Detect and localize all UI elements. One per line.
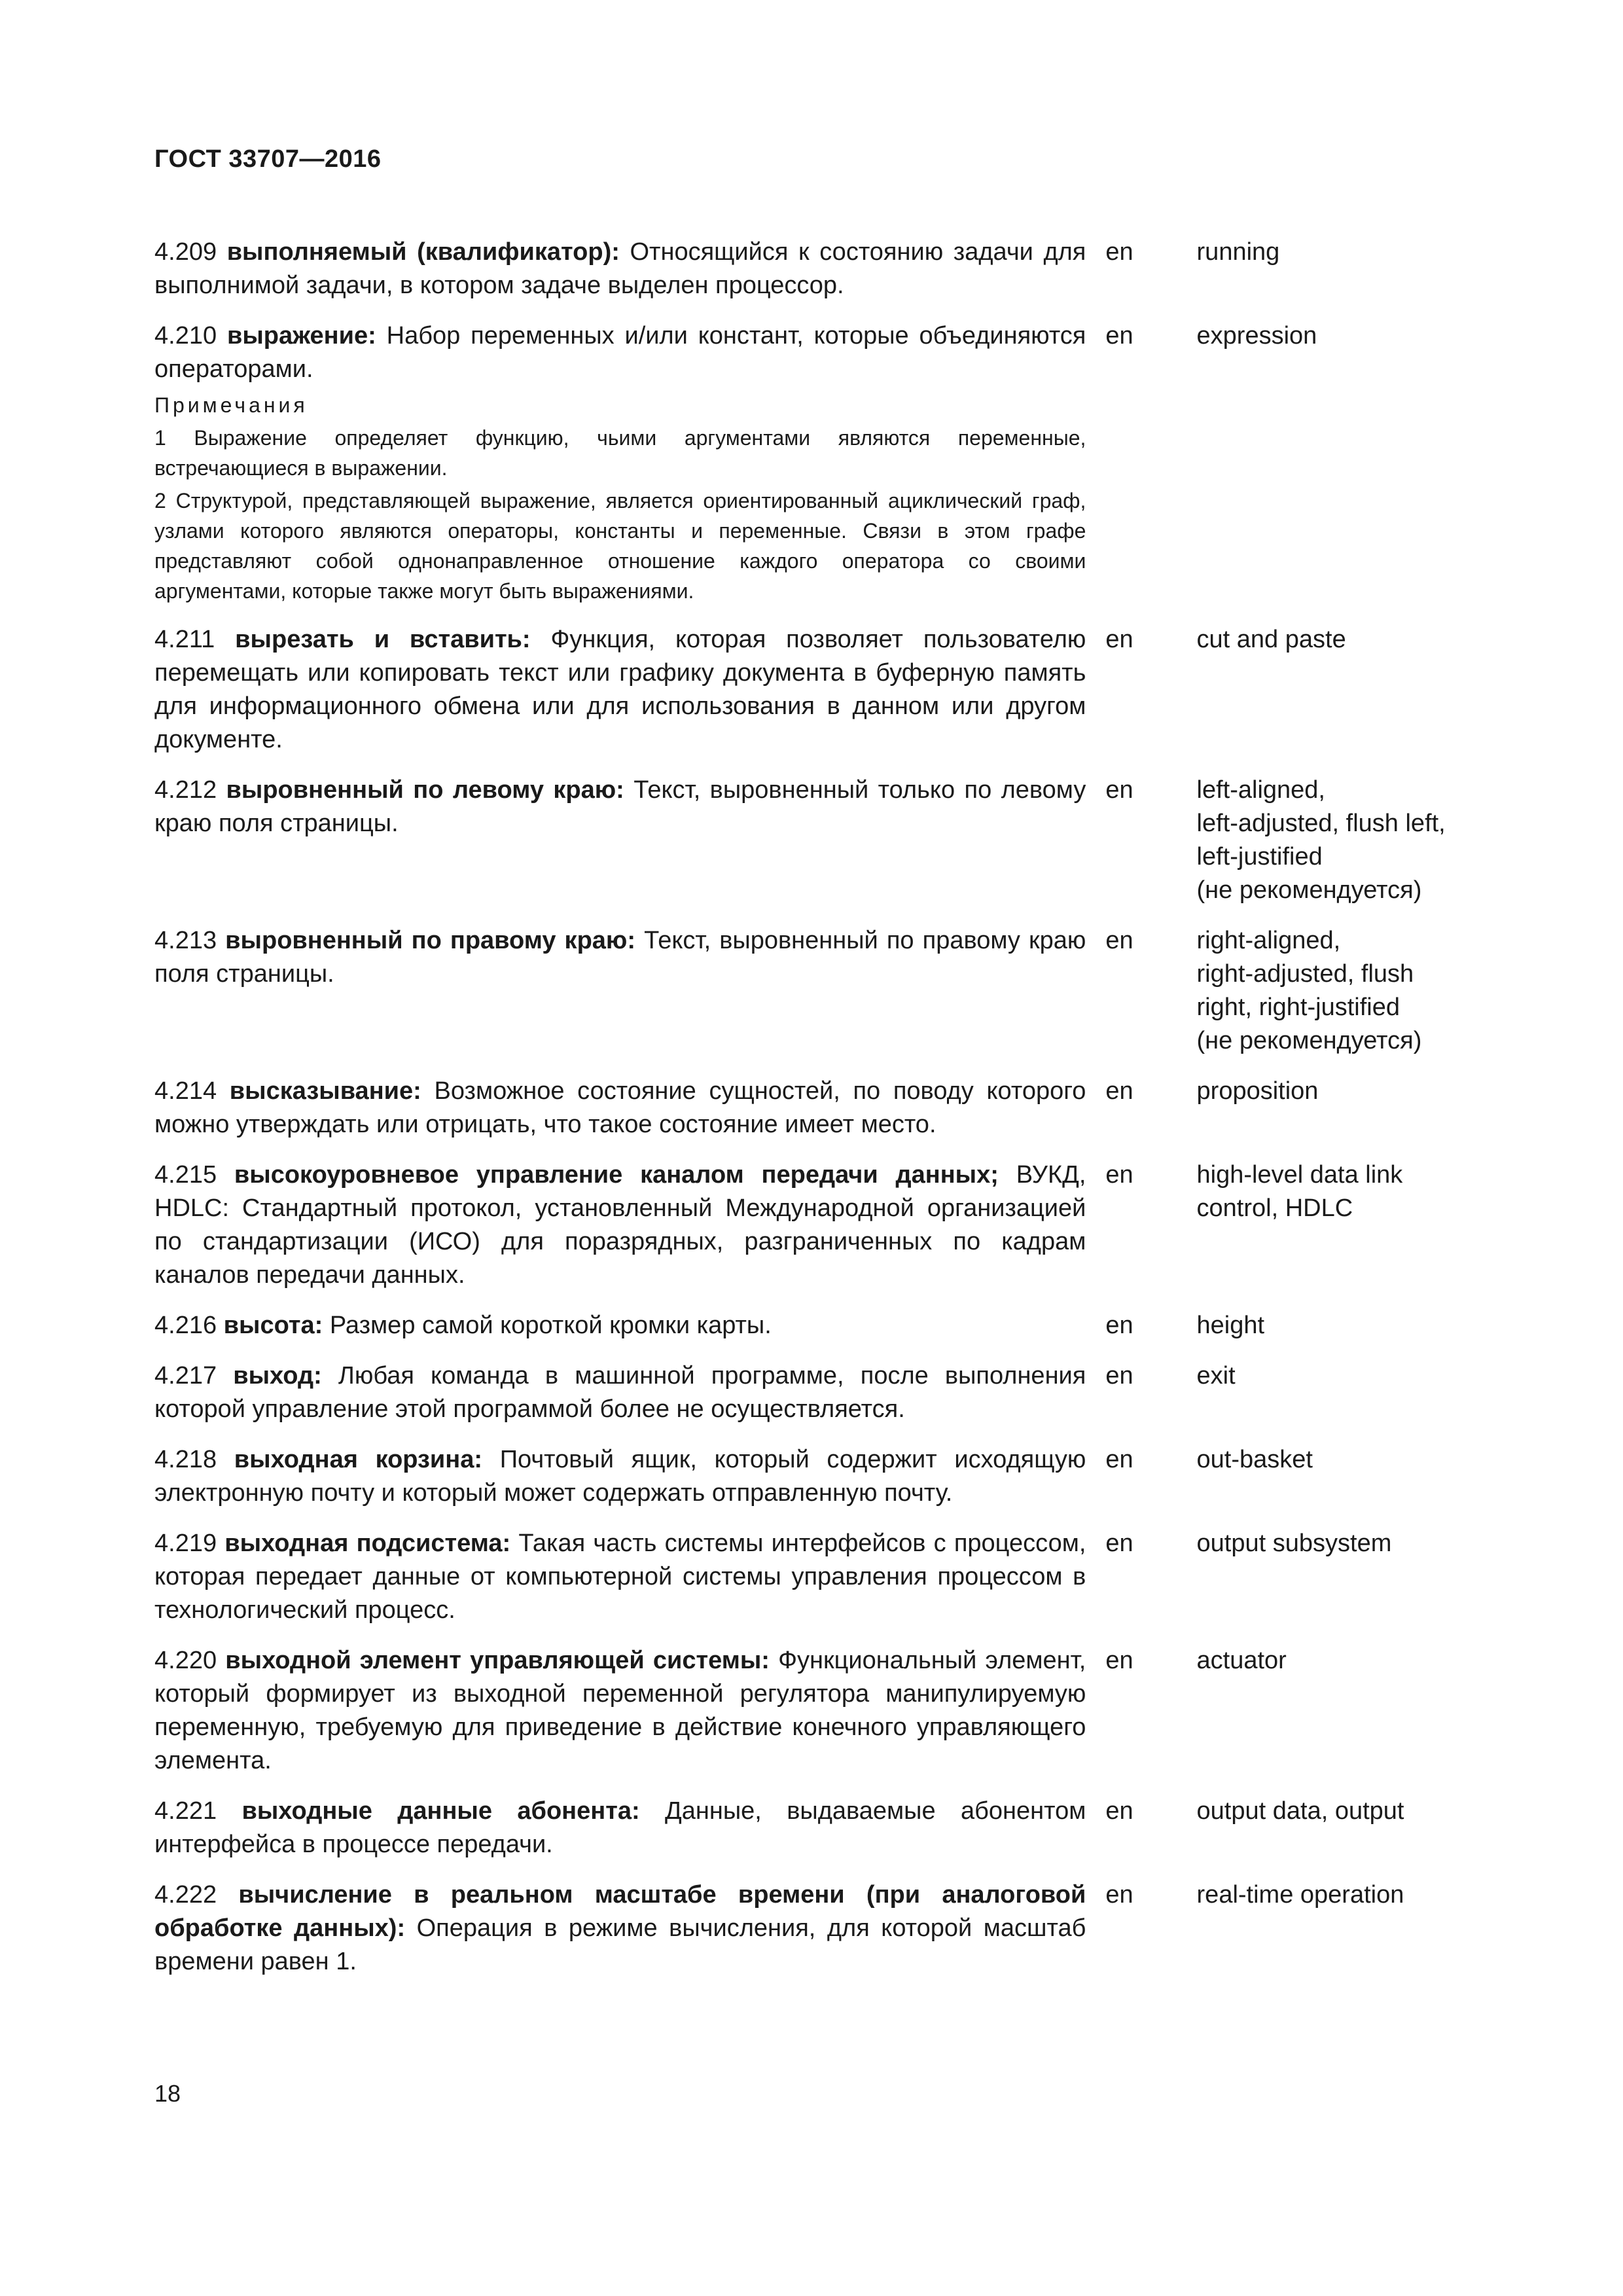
term-equivalent [1197, 1158, 1470, 1225]
equivalent-line: out-basket [1196, 1446, 1313, 1473]
term-definition: ВУКД, HDLC: Стандартный протокол, установленный Международной организацией по стандартизации (ИСО) для поразрядных, разграниченных по кадрам каналов передачи данных. [154, 1161, 1086, 1289]
term-paragraph [154, 319, 1086, 386]
term-name: выход: [233, 1362, 322, 1390]
term-definition-block [154, 236, 1086, 302]
term-definition: Почтовый ящик, который содержит исходящую электронную почту и который может содержать отправленную почту. [154, 1446, 1086, 1507]
term-number: 4.214 [154, 1077, 217, 1105]
equivalent-line: control, HDLC [1196, 1194, 1353, 1222]
term-equivalent [1197, 1878, 1470, 1912]
term-definition-block [154, 924, 1086, 991]
equivalent-line: left-aligned, [1196, 776, 1325, 804]
term-entry [154, 1795, 1470, 1861]
term-language: en [1105, 927, 1133, 954]
term-language: en [1105, 238, 1133, 266]
term-name: выровненный по правому краю: [225, 927, 636, 954]
equivalent-line: output data, output [1196, 1797, 1404, 1825]
term-definition-block [154, 1443, 1086, 1510]
term-entry [154, 623, 1470, 757]
term-paragraph [154, 1309, 1086, 1342]
term-number: 4.216 [154, 1312, 217, 1339]
term-number: 4.219 [154, 1530, 217, 1557]
term-definition-block [154, 1309, 1086, 1342]
term-definition: Такая часть системы интерфейсов с процессом, которая передает данные от компьютерной системы управления процессом в технологический процесс. [154, 1530, 1086, 1624]
term-equivalent [1197, 774, 1470, 907]
term-definition-block [154, 1878, 1086, 1979]
term-definition: Набор переменных и/или констант, которые объединяются операторами. [154, 322, 1086, 383]
term-definition: Функция, которая позволяет пользователю перемещать или копировать текст или графику документа в буферную память для информационного обмена или для использования в данном или другом документе. [154, 626, 1086, 753]
term-name: выходные данные абонента: [241, 1797, 640, 1825]
term-definition-block [154, 1795, 1086, 1861]
equivalent-line: right, right-justified [1196, 994, 1400, 1021]
term-equivalent [1197, 1309, 1470, 1342]
term-paragraph [154, 924, 1086, 991]
term-definition-block [154, 1527, 1086, 1627]
term-number: 4.209 [154, 238, 217, 266]
term-name: высота: [223, 1312, 323, 1339]
term-definition: Данные, выдаваемые абонентом интерфейса в процессе передачи. [154, 1797, 1086, 1858]
term-name: выровненный по левому краю: [226, 776, 624, 804]
equivalent-line: high-level data link [1196, 1161, 1403, 1189]
term-entry [154, 1527, 1470, 1627]
term-language: en [1105, 1312, 1133, 1339]
equivalent-line: left-justified [1196, 843, 1323, 870]
term-definition-block [154, 1075, 1086, 1141]
term-equivalent [1197, 1359, 1470, 1393]
equivalent-line: proposition [1196, 1077, 1319, 1105]
term-language: en [1105, 1647, 1133, 1674]
term-definition: Текст, выровненный по правому краю поля страницы. [154, 927, 1086, 988]
term-language: en [1105, 1446, 1133, 1473]
term-definition: Любая команда в машинной программе, после выполнения которой управление этой программой более не осуществляется. [154, 1362, 1086, 1423]
term-equivalent [1197, 1527, 1470, 1560]
term-definition: Функциональный элемент, который формирует из выходной переменной регулятора манипулируемую переменную, требуемую для приведение в действие конечного управляющего элемента. [154, 1647, 1086, 1774]
term-definition-block [154, 319, 1086, 606]
term-language: en [1105, 1881, 1133, 1909]
term-definition: Операция в режиме вычисления, для которой масштаб времени равен 1. [154, 1914, 1086, 1975]
equivalent-line: (не рекомендуется) [1196, 1027, 1422, 1054]
equivalent-line: real-time operation [1196, 1881, 1404, 1909]
term-definition: Относящийся к состоянию задачи для выполнимой задачи, в котором задаче выделен процессор. [154, 238, 1086, 299]
term-language: en [1105, 776, 1133, 804]
term-equivalent [1197, 924, 1470, 1058]
term-name: выполняемый (квалификатор): [226, 238, 620, 266]
term-name: выражение: [226, 322, 376, 350]
term-name: вычисление в реальном масштабе времени (при аналоговой обработке данных): [154, 1881, 1086, 1942]
term-definition-block [154, 1644, 1086, 1778]
equivalent-line: (не рекомендуется) [1196, 876, 1422, 904]
term-paragraph [154, 1075, 1086, 1141]
term-number: 4.210 [154, 322, 217, 350]
equivalent-line: cut and paste [1196, 626, 1346, 653]
terms-list [154, 236, 1470, 1996]
term-name: высокоуровневое управление каналом передачи данных; [234, 1161, 999, 1189]
term-entry [154, 1359, 1470, 1426]
equivalent-line: output subsystem [1196, 1530, 1392, 1557]
term-name: выходная корзина: [234, 1446, 483, 1473]
term-entry [154, 1075, 1470, 1141]
term-paragraph [154, 1878, 1086, 1979]
term-equivalent [1197, 1644, 1470, 1677]
term-equivalent [1197, 319, 1470, 353]
term-definition: Текст, выровненный только по левому краю поля страницы. [154, 776, 1086, 837]
term-language: en [1105, 1797, 1133, 1825]
document-header: ГОСТ 33707—2016 [154, 145, 382, 173]
equivalent-line: running [1196, 238, 1280, 266]
term-number: 4.215 [154, 1161, 217, 1189]
term-number: 4.220 [154, 1647, 217, 1674]
term-entry [154, 924, 1470, 1058]
term-equivalent [1197, 1075, 1470, 1108]
term-number: 4.213 [154, 927, 217, 954]
equivalent-line: right-adjusted, flush [1196, 960, 1414, 988]
equivalent-line: exit [1196, 1362, 1236, 1390]
term-paragraph [154, 623, 1086, 757]
term-entry [154, 319, 1470, 606]
term-paragraph [154, 236, 1086, 302]
term-definition-block [154, 1158, 1086, 1292]
equivalent-line: actuator [1196, 1647, 1287, 1674]
equivalent-line: right-aligned, [1196, 927, 1341, 954]
term-paragraph [154, 1443, 1086, 1510]
equivalent-line: height [1196, 1312, 1265, 1339]
term-name: высказывание: [229, 1077, 421, 1105]
term-name: выходной элемент управляющей системы: [225, 1647, 770, 1674]
term-entry [154, 1158, 1470, 1292]
term-paragraph [154, 1158, 1086, 1292]
term-number: 4.217 [154, 1362, 217, 1390]
term-number: 4.222 [154, 1881, 217, 1909]
term-language: en [1105, 1530, 1133, 1557]
equivalent-line: left-adjusted, flush left, [1196, 810, 1446, 837]
notes-heading: Примечания [154, 393, 308, 417]
term-number: 4.221 [154, 1797, 217, 1825]
term-number: 4.211 [154, 626, 215, 653]
note-item: 1 Выражение определяет функцию, чьими аргументами являются переменные, встречающиеся в выражении. [154, 426, 1086, 480]
term-paragraph [154, 1359, 1086, 1426]
note-item: 2 Структурой, представляющей выражение, является ориентированный ациклический граф, узлами которого являются операторы, константы и переменные. Связи в этом графе представляют собой однонаправленное отношение каждого оператора со своими аргументами, которые также могут быть выражениями. [154, 489, 1086, 603]
term-definition-block [154, 1359, 1086, 1426]
term-definition-block [154, 774, 1086, 840]
term-name: вырезать и вставить: [235, 626, 531, 653]
term-language: en [1105, 626, 1133, 653]
term-entry [154, 1443, 1470, 1510]
term-paragraph [154, 774, 1086, 840]
term-name: выходная подсистема: [224, 1530, 511, 1557]
term-paragraph [154, 1527, 1086, 1627]
term-definition: Размер самой короткой кромки карты. [329, 1312, 772, 1339]
term-entry [154, 1309, 1470, 1342]
term-paragraph [154, 1644, 1086, 1778]
term-language: en [1105, 1362, 1133, 1390]
term-paragraph [154, 1795, 1086, 1861]
term-equivalent [1197, 236, 1470, 269]
term-number: 4.212 [154, 776, 217, 804]
term-definition: Возможное состояние сущностей, по поводу которого можно утверждать или отрицать, что такое состояние имеет место. [154, 1077, 1086, 1138]
equivalent-line: expression [1196, 322, 1317, 350]
term-definition-block [154, 623, 1086, 757]
term-entry [154, 236, 1470, 302]
term-equivalent [1197, 1795, 1470, 1828]
term-equivalent [1197, 623, 1470, 656]
page-number: 18 [154, 2080, 181, 2107]
term-entry [154, 774, 1470, 907]
term-language: en [1105, 322, 1133, 350]
term-language: en [1105, 1161, 1133, 1189]
term-equivalent [1197, 1443, 1470, 1477]
term-number: 4.218 [154, 1446, 217, 1473]
term-entry [154, 1644, 1470, 1778]
term-language: en [1105, 1077, 1133, 1105]
term-entry [154, 1878, 1470, 1979]
